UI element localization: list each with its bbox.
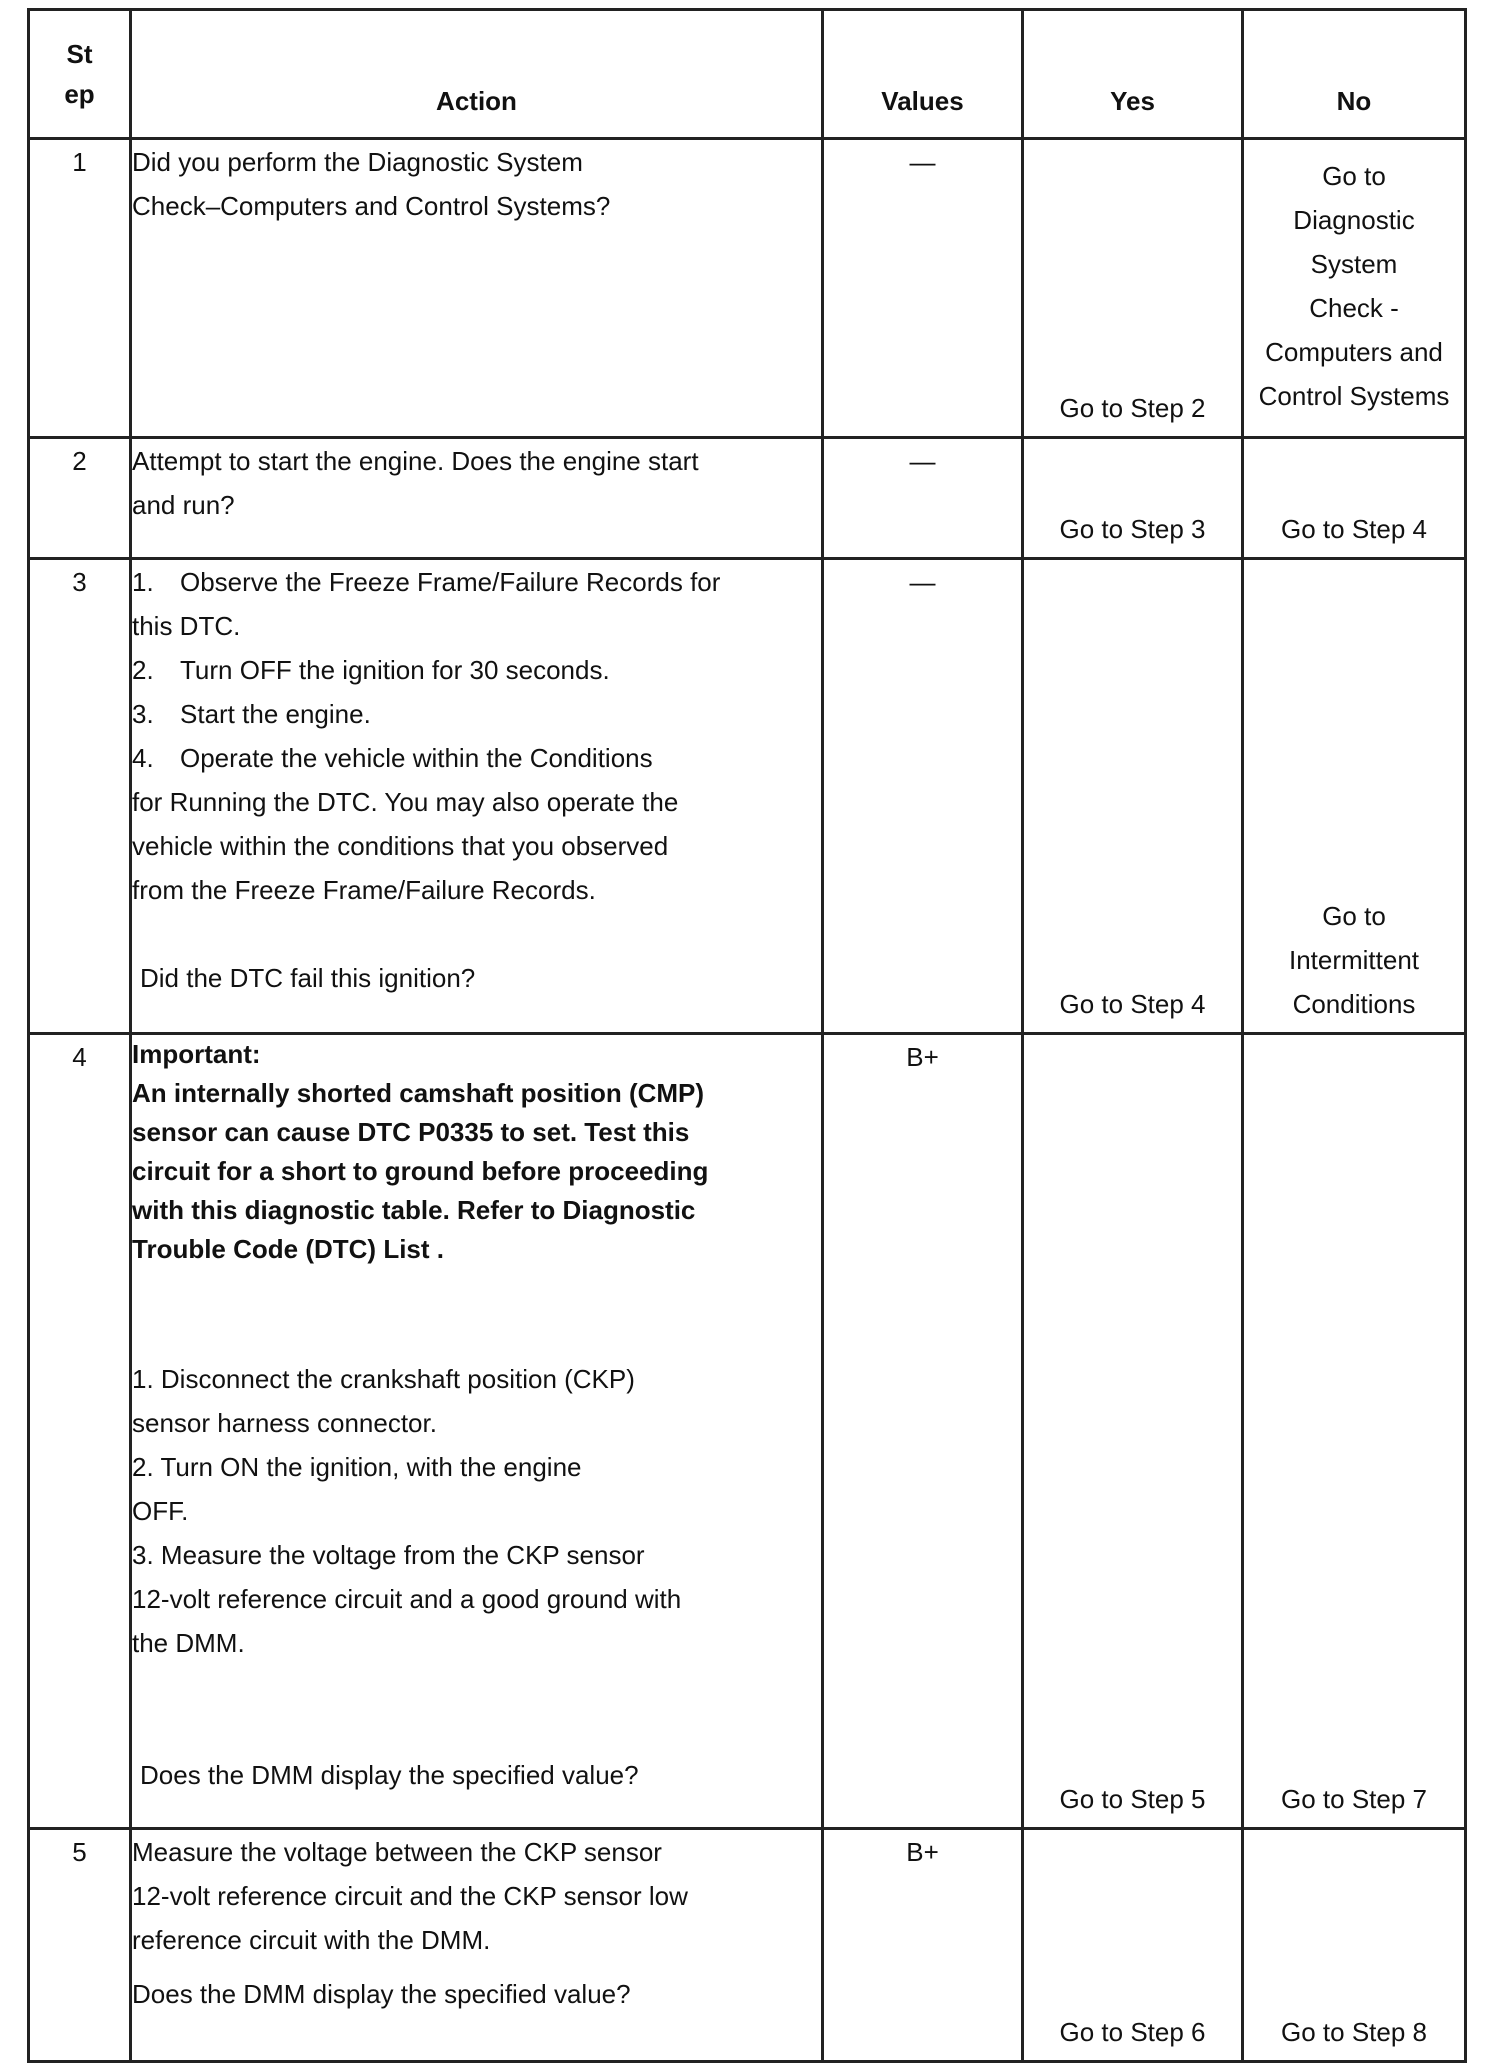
yes-link: Go to Step 6: [1059, 2017, 1206, 2047]
diagnostic-table: [27, 8, 1467, 2063]
no-link: Go to Step 4: [1281, 514, 1427, 544]
step-number: 3: [29, 559, 131, 1034]
step-number: 4: [29, 1034, 131, 1829]
header-row: [29, 10, 1466, 139]
table-row: [29, 438, 1466, 559]
value-cell: —: [823, 438, 1023, 559]
value-cell: B+: [823, 1829, 1023, 2062]
action-cell: 1. Observe the Freeze Frame/Failure Records for this DTC. 2. Turn OFF the ignition for 30 seconds. 3. Start the engine. 4. Operate the vehicle within the Conditions for Running the DTC. You may also operate the vehicle within the conditions that you observed from the Freeze Frame/Failure Records. Did the DTC fail this ignition?: [131, 559, 823, 1034]
step-number: 5: [29, 1829, 131, 2062]
table-row: [29, 139, 1466, 438]
no-cell: Go to Diagnostic System Check - Computers and Control Systems: [1243, 139, 1466, 438]
list-item: 4. Operate the vehicle within the Conditions: [132, 743, 653, 773]
header-step: St ep: [29, 10, 131, 139]
step-number: 2: [29, 438, 131, 559]
yes-cell: [1023, 559, 1243, 1034]
yes-cell: [1023, 438, 1243, 559]
header-values: Values: [823, 10, 1023, 139]
action-cell: Attempt to start the engine. Does the engine start and run?: [131, 438, 823, 559]
question-text: Does the DMM display the specified value?: [140, 1760, 639, 1790]
list-item: 2. Turn OFF the ignition for 30 seconds.: [132, 655, 610, 685]
no-cell: [1243, 1829, 1466, 2062]
no-cell: [1243, 1034, 1466, 1829]
important-note: Important: An internally shorted camshaft position (CMP) sensor can cause DTC P0335 to set. Test this circuit for a short to ground before proceeding with this diagnostic table. Refer to Diagnostic Trouble Code (DTC) List .: [132, 1039, 709, 1264]
action-cell: Important: An internally shorted camshaft position (CMP) sensor can cause DTC P0335 to set. Test this circuit for a short to ground before proceeding with this diagnostic table. Refer to Diagnostic Trouble Code (DTC) List . 1. Disconnect the crankshaft position (CKP) sensor harness connector. 2. Turn ON the ignition, with the engine OFF. 3. Measure the voltage from the CKP sensor 12-volt reference circuit and a good ground with the DMM. Does the DMM display the specified value?: [131, 1034, 823, 1829]
table-row: [29, 559, 1466, 1034]
action-cell: Did you perform the Diagnostic System Check–Computers and Control Systems?: [131, 139, 823, 438]
table-row: [29, 1829, 1466, 2062]
header-no: No: [1243, 10, 1466, 139]
value-cell: B+: [823, 1034, 1023, 1829]
question-text: Did the DTC fail this ignition?: [140, 963, 476, 993]
value-cell: —: [823, 139, 1023, 438]
header-yes: Yes: [1023, 10, 1243, 139]
yes-cell: [1023, 1829, 1243, 2062]
yes-cell: [1023, 1034, 1243, 1829]
header-action: Action: [131, 10, 823, 139]
action-cell: Measure the voltage between the CKP sensor 12-volt reference circuit and the CKP sensor low reference circuit with the DMM. Does the DMM display the specified value?: [131, 1829, 823, 2062]
list-item: 3. Start the engine.: [132, 699, 371, 729]
yes-link: Go to Step 2: [1059, 393, 1206, 423]
question-text: Does the DMM display the specified value?: [132, 1979, 631, 2009]
yes-cell: [1023, 139, 1243, 438]
no-link: Go to Step 8: [1281, 2017, 1427, 2047]
yes-link: Go to Step 5: [1059, 1784, 1206, 1814]
step-number: 1: [29, 139, 131, 438]
yes-link: Go to Step 4: [1059, 989, 1206, 1019]
list-item: 1. Observe the Freeze Frame/Failure Records for: [132, 567, 721, 597]
yes-link: Go to Step 3: [1059, 514, 1206, 544]
no-cell: Go to Intermittent Conditions: [1243, 559, 1466, 1034]
no-cell: [1243, 438, 1466, 559]
no-link: Go to Step 7: [1281, 1784, 1427, 1814]
value-cell: —: [823, 559, 1023, 1034]
table-row: [29, 1034, 1466, 1829]
